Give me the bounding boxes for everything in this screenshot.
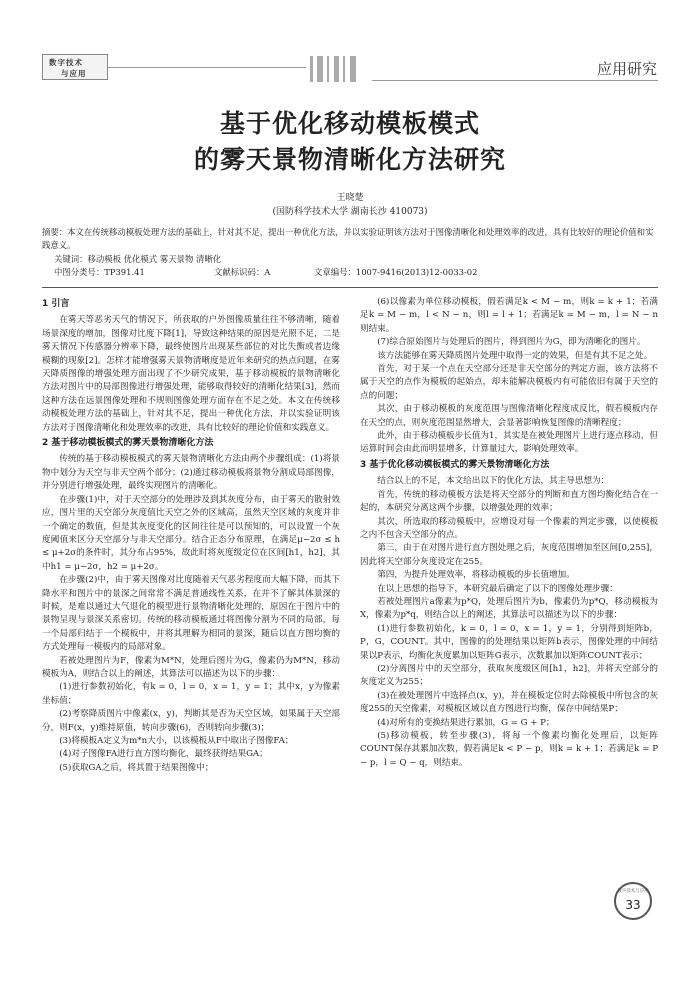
page-number: 33 xyxy=(625,898,641,912)
paragraph: 第三，由于在对图片进行直方图处理之后，灰度范围增加至区间[0,255]，因此将天空部分灰度设定在255。 xyxy=(360,543,658,567)
step-item: (1)进行参数初始化，k = 0，l = 0，x = 1，y = 1，分别得到矩阵b，P，G，COUNT。其中，图像的的处理结果以矩阵b表示，图像处理的中间结果以P表示，均衡化灰度累加以矩阵G表示，次数累加以矩阵COUNT表示； xyxy=(360,623,658,661)
paragraph: 在步骤(1)中，对于天空部分的处理涉及到其灰度分布，由于雾天的散射效应，图片里的天空部分灰度值比天空之外的区域高，虽然天空区域的灰度并非一个确定的数值，但是其灰度变化的区间往往是可以预知的，可以设置一个灰度阈值来区分天空部分与非天空部分。结合正态分布原理，在满足μ−2σ ≤ h ≤ μ+2σ的条件时，其分布占95%，故此时将灰度级定位在区间[h1，h2]，其中h1 = μ−2σ，h2 = μ+2σ。 xyxy=(42,494,340,572)
article-number: 文章编号：1007-9416(2013)12-0033-02 xyxy=(314,267,478,277)
paragraph: 第四，为提升处理效率，将移动模板的步长值增加。 xyxy=(377,570,575,581)
article-title-line1: 基于优化移动模板模式 xyxy=(219,109,480,138)
step-item: (7)综合原始图片与处理后的图片，得到图片为G，即为清晰化的图片。 xyxy=(377,337,646,348)
paragraph: 其次，所选取的移动模板中，应增设对每一个像素的判定步骤，以使模板之内不包含天空部分的点。 xyxy=(360,516,658,540)
step-item: (4)对子图像FA进行直方图均衡化，最终获得结果GA； xyxy=(59,749,268,760)
step-item: (3)在被处理图片中选择点(x，y)，并在模板定位时去除模板中所包含的灰度255的天空像素，对模板区域以直方图进行均衡，保存中间结果P； xyxy=(360,690,658,715)
paragraph: 在步骤(2)中，由于雾天图像对比度随着天气恶劣程度而大幅下降，而其下降水平和图片中的景深之间常常不满足普通线性关系，在并不了解其体景深的时候，是难以通过大气退化的模型进行景物清晰化处理的，原因在于图片中的景物呈现与景深关系密切。传统的移动模板通过将图像分割为不同的局部，每一个局部归结于一个模板中，并将其理解为相同的景深，随后以直方图均衡的方式处理每一模板内的局部对象。 xyxy=(42,575,340,653)
step-item: (3)将模板A定义为m*n大小，以该模板从F中取出子图像FA； xyxy=(59,736,294,746)
paragraph: 其次，由于移动模板的灰度范围与图像清晰化程度成反比，假若模板内存在天空的点，则灰度范围显然增大，会显著影响恢复图像的清晰程度； xyxy=(360,404,658,428)
step-item: (5)获取GA之后，将其置于结果图像中； xyxy=(59,762,214,773)
author: 王晓楚 xyxy=(336,193,364,203)
separator xyxy=(42,287,658,288)
abstract: 摘要：本文在传统移动模板处理方法的基础上，针对其不足，提出一种优化方法，并以实验证明该方法对于图像清晰化和处理效率的改进，具有比较好的理论价值和实践意义。 xyxy=(42,227,654,250)
step-item: (5)移动模板，转至步骤(3)，将每一个像素均衡化处理后，以矩阵COUNT保存其累加次数，假若满足k < P − p，则k = k + 1；若满足k = P − p，l = Q − q，则结束。 xyxy=(360,731,658,768)
paragraph: 首先，对于某一个点在天空部分还是非天空部分的判定方面，该方法将不属于天空的点作为模板的起始点，却未能解决模板内有可能依旧有属于天空的点的问题； xyxy=(360,364,658,401)
step-item: (2)分离图片中的天空部分，获取灰度级区间[h1，h2]，并将天空部分的灰度定义为255； xyxy=(360,663,658,688)
article-title-line2: 的雾天景物清晰化方法研究 xyxy=(193,145,506,174)
paragraph: 在以上思想的指导下，本研究最后确定了以下的图像处理步骤： xyxy=(377,583,618,594)
badge-label: 数字技术与应用 xyxy=(617,889,649,894)
paragraph: 若被处理图片为F，像素为M*N，处理后图片为G，像素仍为M*N，移动模板为A，则结合以上的阐述，其算法可以描述为以下的步骤： xyxy=(42,655,340,679)
affiliation: (国防科学技术大学 湖南长沙 410073) xyxy=(272,207,428,217)
step-item: (6)以像素为单位移动模板，假若满足k < M − m，则k = k + 1；若满足k = M − m，l < N − n，则l = l + 1；若满足k = M − m，l = N − n则结束。 xyxy=(360,297,658,334)
header-rule-left xyxy=(108,67,306,68)
heading-section-3: 3 基于优化移动模板模式的雾天景物清晰化方法 xyxy=(360,459,550,470)
paragraph: 该方法能够在雾天降质图片处理中取得一定的效果，但是有其不足之处。 xyxy=(377,350,653,361)
paragraph: 结合以上的不足，本文给出以下的优化方法，其主导思想为： xyxy=(377,476,610,487)
document-code: 文献标识码：A xyxy=(214,267,271,277)
clc-number: 中图分类号：TP391.41 xyxy=(54,267,145,277)
journal-logo xyxy=(42,54,108,80)
paragraph: 若被处理图片a像素为p*Q，处理后图片为b，像素仍为p*Q，移动模板为X，像素为p*q，则结合以上的阐述，其算法可以描述为以下的步骤： xyxy=(360,596,658,621)
header-rule-right xyxy=(372,80,658,81)
step-item: (2)考察降质图片中像素(x，y)，判断其是否为天空区域，如果属于天空部分，则F(x，y)维持原值，转向步骤(6)，否则转向步骤(3)； xyxy=(42,709,340,733)
step-item: (1)进行参数初始化，有k = 0，l = 0，x = 1，y = 1；其中x，y为像素坐标值； xyxy=(42,682,340,706)
paragraph: 首先，传统的移动模板方法是将天空部分的判断和直方图均衡化结合在一起的，本研究分离这两个步骤，以增强处理的效率； xyxy=(360,489,658,514)
heading-introduction: 1 引言 xyxy=(42,299,70,309)
keywords: 关键词：移动模板 优化模式 雾天景物 清晰化 xyxy=(54,254,222,264)
logo-line1: 数字技术 xyxy=(49,58,83,67)
heading-section-2: 2 基于移动模板模式的雾天景物清晰化方法 xyxy=(42,438,214,449)
section-label: 应用研究 xyxy=(596,60,657,78)
paragraph: 在雾天等恶劣天气的情况下，所获取的户外图像质量往往不够清晰，随着场景深度的增加，图像对比度下降[1]，导致这种结果的原因是光照不足，二是雾天情况下传感器分辨率下降，最终使图片出现某些部位的对比失衡或者边缘模糊的现象[2]。怎样才能增强雾天景物清晰度是近年来研究的热点问题，在雾天降质图像的增强处理方面出现了不少研究成果，基于移动模板的景物清晰化方法对图片中的局部图像进行增强处理，能够取得较好的清晰化结果[3]，然而这种方法在远景图像处理和不规则图像处理方面存在不足之处。本文在传统移动模板处理方法的基础上，针对其不足，提出一种优化方法，并以实验证明该方法对于图像清晰化和处理效率的改进，具有比较好的理论价值和实践意义。 xyxy=(42,315,340,433)
header-bars-decoration xyxy=(310,56,370,82)
left-column xyxy=(42,296,340,775)
paragraph: 此外，由于移动模板步长值为1，其实是在被处理图片上进行逐点移动，但运算时间会由此而明显增多，计算量过大，影响处理效率。 xyxy=(360,431,658,455)
paragraph: 传统的基于移动模板模式的雾天景物清晰化方法由两个步骤组成：(1)将景物中划分为天空与非天空两个部分；(2)通过移动模板将景物分割成局部图像，并分别进行增强处理，最终实现图片的清晰化。 xyxy=(42,454,340,492)
step-item: (4)对所有的变换结果进行累加，G = G + P； xyxy=(377,717,555,728)
right-column xyxy=(360,296,658,770)
page-number-badge xyxy=(614,882,652,920)
logo-line2: 与应用 xyxy=(61,69,87,78)
